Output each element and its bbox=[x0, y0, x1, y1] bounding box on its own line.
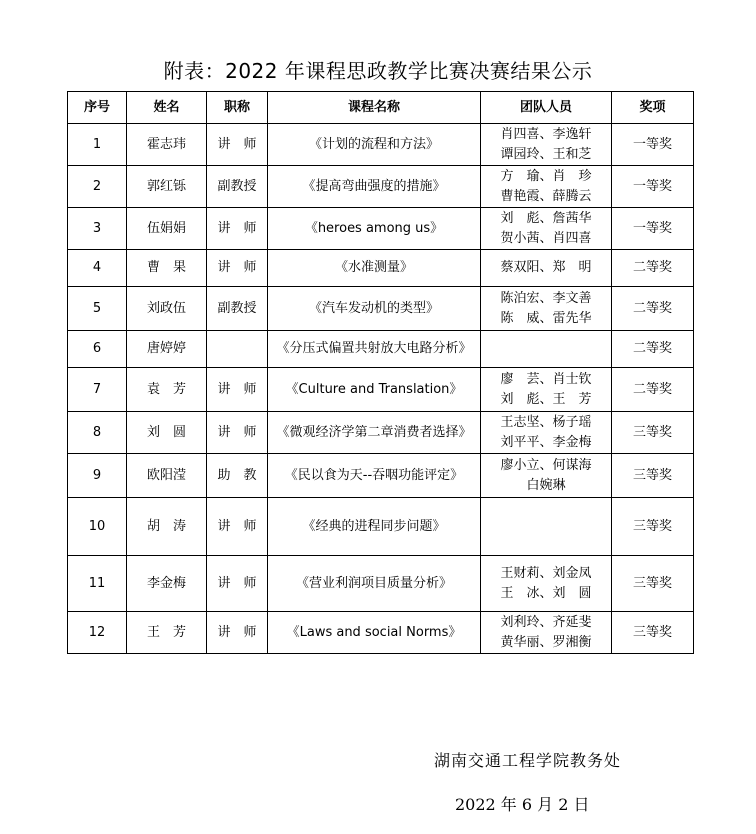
cell-award: 一等奖 bbox=[612, 208, 694, 250]
results-table bbox=[67, 91, 694, 654]
cell-award: 三等奖 bbox=[612, 612, 694, 654]
cell-rank: 讲 师 bbox=[207, 208, 268, 250]
cell-rank: 讲 师 bbox=[207, 612, 268, 654]
cell-name: 欧阳滢 bbox=[127, 454, 207, 498]
cell-course: 《汽车发动机的类型》 bbox=[268, 287, 481, 331]
team-member-line: 刘利玲、齐延斐 bbox=[500, 614, 592, 630]
cell-award: 二等奖 bbox=[612, 250, 694, 287]
cell-course: 《Laws and social Norms》 bbox=[268, 612, 481, 654]
cell-award: 三等奖 bbox=[612, 498, 694, 556]
cell-name: 郭红铄 bbox=[127, 166, 207, 208]
cell-course: 《Culture and Translation》 bbox=[268, 368, 481, 412]
cell-no: 2 bbox=[68, 166, 127, 208]
cell-team bbox=[481, 556, 612, 612]
team-member-line: 方 瑜、肖 珍 bbox=[500, 168, 592, 184]
table-row bbox=[68, 498, 694, 556]
cell-award: 三等奖 bbox=[612, 556, 694, 612]
cell-no: 3 bbox=[68, 208, 127, 250]
cell-name: 袁 芳 bbox=[127, 368, 207, 412]
team-member-line: 王财莉、刘金凤 bbox=[500, 565, 592, 581]
cell-rank: 讲 师 bbox=[207, 368, 268, 412]
cell-no: 12 bbox=[68, 612, 127, 654]
header-rank: 职称 bbox=[207, 92, 268, 124]
header-course: 课程名称 bbox=[268, 92, 481, 124]
cell-rank: 讲 师 bbox=[207, 124, 268, 166]
cell-rank: 讲 师 bbox=[207, 498, 268, 556]
document-title: 附表：2022 年课程思政教学比赛决赛结果公示 bbox=[163, 59, 593, 83]
cell-no: 6 bbox=[68, 331, 127, 368]
cell-name: 李金梅 bbox=[127, 556, 207, 612]
cell-no: 1 bbox=[68, 124, 127, 166]
team-member-line: 陈 威、雷先华 bbox=[500, 310, 592, 326]
cell-award: 一等奖 bbox=[612, 166, 694, 208]
cell-no: 11 bbox=[68, 556, 127, 612]
table-row bbox=[68, 124, 694, 166]
team-member-line: 贺小茜、肖四喜 bbox=[500, 230, 592, 246]
cell-award: 二等奖 bbox=[612, 287, 694, 331]
team-member-line: 廖小立、何谋海 bbox=[500, 457, 592, 473]
cell-course: 《营业利润项目质量分析》 bbox=[268, 556, 481, 612]
header-name: 姓名 bbox=[127, 92, 207, 124]
cell-course: 《计划的流程和方法》 bbox=[268, 124, 481, 166]
cell-team bbox=[481, 498, 612, 556]
cell-no: 10 bbox=[68, 498, 127, 556]
cell-no: 4 bbox=[68, 250, 127, 287]
cell-course: 《水准测量》 bbox=[268, 250, 481, 287]
cell-no: 7 bbox=[68, 368, 127, 412]
cell-award: 二等奖 bbox=[612, 331, 694, 368]
cell-team bbox=[481, 454, 612, 498]
cell-name: 曹 果 bbox=[127, 250, 207, 287]
cell-team bbox=[481, 331, 612, 368]
issue-date: 2022 年 6 月 2 日 bbox=[455, 795, 590, 814]
team-member-line: 谭园玲、王和芝 bbox=[500, 146, 592, 162]
cell-name: 霍志玮 bbox=[127, 124, 207, 166]
cell-team bbox=[481, 612, 612, 654]
cell-award: 三等奖 bbox=[612, 412, 694, 454]
header-team: 团队人员 bbox=[481, 92, 612, 124]
team-member-line: 刘 彪、詹茜华 bbox=[500, 210, 592, 226]
cell-team bbox=[481, 287, 612, 331]
cell-course: 《经典的进程同步问题》 bbox=[268, 498, 481, 556]
team-member-line: 肖四喜、李逸轩 bbox=[500, 126, 592, 142]
cell-team bbox=[481, 208, 612, 250]
cell-team bbox=[481, 368, 612, 412]
cell-rank: 讲 师 bbox=[207, 556, 268, 612]
team-member-line: 曹艳霞、薛腾云 bbox=[500, 188, 592, 204]
cell-name: 刘政伍 bbox=[127, 287, 207, 331]
team-member-line: 廖 芸、肖士钦 bbox=[500, 371, 592, 387]
table-row bbox=[68, 331, 694, 368]
cell-course: 《heroes among us》 bbox=[268, 208, 481, 250]
cell-rank bbox=[207, 331, 268, 368]
table-row bbox=[68, 412, 694, 454]
header-award: 奖项 bbox=[612, 92, 694, 124]
cell-team bbox=[481, 166, 612, 208]
cell-name: 伍娟娟 bbox=[127, 208, 207, 250]
team-member-line: 王 冰、刘 圆 bbox=[500, 585, 592, 601]
issuer-org: 湖南交通工程学院教务处 bbox=[434, 751, 622, 770]
table-row bbox=[68, 287, 694, 331]
table-row bbox=[68, 208, 694, 250]
header-no: 序号 bbox=[68, 92, 127, 124]
team-member-line: 白婉琳 bbox=[526, 477, 566, 493]
cell-rank: 讲 师 bbox=[207, 412, 268, 454]
team-member-line: 黄华丽、罗湘衡 bbox=[500, 634, 592, 650]
table-row bbox=[68, 612, 694, 654]
cell-rank: 讲 师 bbox=[207, 250, 268, 287]
cell-no: 8 bbox=[68, 412, 127, 454]
cell-course: 《微观经济学第二章消费者选择》 bbox=[268, 412, 481, 454]
cell-award: 三等奖 bbox=[612, 454, 694, 498]
cell-award: 二等奖 bbox=[612, 368, 694, 412]
team-member-line: 蔡双阳、郑 明 bbox=[500, 260, 592, 275]
table-row bbox=[68, 166, 694, 208]
table-row bbox=[68, 454, 694, 498]
team-member-line: 陈泊宏、李文善 bbox=[500, 290, 592, 306]
cell-course: 《分压式偏置共射放大电路分析》 bbox=[268, 331, 481, 368]
cell-team bbox=[481, 124, 612, 166]
team-member-line: 王志坚、杨子瑶 bbox=[500, 414, 592, 430]
cell-course: 《提高弯曲强度的措施》 bbox=[268, 166, 481, 208]
cell-team bbox=[481, 250, 612, 287]
table-row bbox=[68, 250, 694, 287]
table-header-row bbox=[68, 92, 694, 124]
team-member-line: 刘平平、李金梅 bbox=[500, 434, 592, 450]
cell-name: 刘 圆 bbox=[127, 412, 207, 454]
cell-rank: 副教授 bbox=[207, 287, 268, 331]
cell-course: 《民以食为天--吞咽功能评定》 bbox=[268, 454, 481, 498]
table-row bbox=[68, 556, 694, 612]
team-member-line: 刘 彪、王 芳 bbox=[500, 391, 592, 407]
cell-team bbox=[481, 412, 612, 454]
cell-rank: 副教授 bbox=[207, 166, 268, 208]
cell-name: 胡 涛 bbox=[127, 498, 207, 556]
cell-no: 9 bbox=[68, 454, 127, 498]
cell-award: 一等奖 bbox=[612, 124, 694, 166]
cell-name: 唐婷婷 bbox=[127, 331, 207, 368]
cell-no: 5 bbox=[68, 287, 127, 331]
cell-name: 王 芳 bbox=[127, 612, 207, 654]
table-row bbox=[68, 368, 694, 412]
cell-rank: 助 教 bbox=[207, 454, 268, 498]
